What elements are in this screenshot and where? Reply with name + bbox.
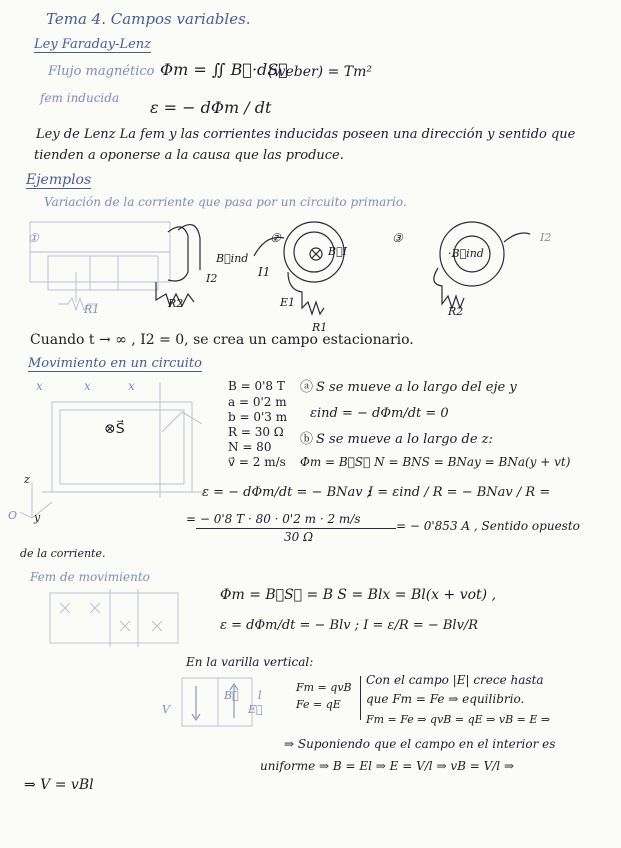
bind-label-2: ·B⃗ind [448,247,484,260]
e1-label: E1 [280,296,296,309]
rod-e-label: E⃗ [248,703,263,716]
flux-formula: Φm = ∬ B⃗·dS⃗ [160,60,288,79]
rod-line-5: uniforme ⇒ B = El ⇒ E = V/l ⇒ vB = V/l ⇒ [260,759,515,773]
result-continuation: de la corriente. [20,547,106,560]
case-a-equation: εind = − dΦm/dt = 0 [310,406,449,421]
numeric-result: = − 0'853 A , Sentido opuesto [396,519,580,533]
case-b-label: ⓑ [300,432,314,447]
fem-formula: ε = − dΦm / dt [150,98,272,117]
loop-cross-label: ⊗S⃗ [104,421,125,437]
circuit-3-label: ③ [392,231,403,245]
rod-b-label: B⃗ [224,689,239,702]
param-n: N = 80 [228,440,272,454]
r2-label-2: R2 [448,305,464,318]
motional-fem-eq: ε = dΦm/dt = − Blv ; I = ε/R = − Blv/R [220,618,479,633]
lenz-line-2: tienden a oponerse a la causa que las produce. [34,148,344,163]
param-v: v⃗ = 2 m/s [228,455,286,469]
rod-l-label: l [258,689,262,702]
circuit-2-label: ② [270,231,281,245]
param-b: B = 0'8 T [228,379,285,393]
bind-label-1: B⃗ind [216,252,249,265]
r1-left-label: R1 [84,303,100,316]
param-a: a = 0'2 m [228,395,287,409]
numeric-numerator: = − 0'8 T · 80 · 0'2 m · 2 m/s [186,512,361,526]
rod-line-1: Con el campo |E| crece hasta [366,673,544,687]
page-title: Tema 4. Campos variables. [46,10,251,28]
i2-label-2: I2 [540,231,552,244]
case-a-text: S se mueve a lo largo del eje y [316,380,517,395]
fem-label: fem inducida [40,91,120,105]
rod-line-3: Fm = Fe ⇒ qvB = qE ⇒ vB = E ⇒ [366,713,551,726]
moving-loop-sketch [12,372,212,532]
field-x-3: x [128,379,135,393]
rod-line-4: ⇒ Suponiendo que el campo en el interior es [284,737,556,751]
faraday-heading: Ley Faraday-Lenz [34,37,152,52]
param-r: R = 30 Ω [228,425,284,439]
induction-circuits-sketch [18,212,598,342]
i2-label-1: I2 [206,272,218,285]
axis-z-label: z [24,473,30,486]
numeric-denominator: 30 Ω [284,530,314,544]
bi-label: B⃗I [328,245,348,258]
r2-label-1: R2 [168,297,184,310]
fem-motion-equation: ε = − dΦm/dt = − BNav ; [202,485,372,500]
circuit-1-label: ① [28,231,39,245]
rod-line-2: que Fm = Fe ⇒ equilibrio. [366,692,525,706]
axis-y-label: y [34,511,41,524]
lenz-line-1: Ley de Lenz La fem y las corrientes inducidas poseen una dirección y sentido que [36,127,576,142]
stationary-text: Cuando t → ∞ , I2 = 0, se crea un campo estacionario. [30,332,414,348]
param-b-length: b = 0'3 m [228,410,288,424]
rod-v-label: V [162,703,170,716]
electric-force: Fe = qE [296,698,341,711]
motional-heading: Fem de movimiento [30,570,150,584]
i1-label: I1 [258,265,271,279]
case-b-equation: Φm = B⃗S⃗ N = BNS = BNay = BNa(y + vt) [300,455,571,469]
case-a-label: ⓐ [300,380,314,395]
magnetic-force: Fm = qvB [296,681,352,694]
examples-heading: Ejemplos [26,172,92,188]
final-result: ⇒ V = vBl [24,777,94,793]
field-x-2: x [84,379,91,393]
case-b-text: S se mueve a lo largo de z: [316,432,493,447]
field-x-1: x [36,379,43,393]
flux-units: (weber) = Tm² [268,64,372,80]
movement-heading: Movimiento en un circuito [28,356,202,371]
r1-label: R1 [312,321,328,334]
current-equation: I = εind / R = − BNav / R = [368,485,551,500]
sliding-rod-sketch [40,585,190,650]
force-bracket [360,676,361,720]
rod-heading: En la varilla vertical: [186,655,314,669]
motional-flux-eq: Φm = B⃗S⃗ = B S = Blx = Bl(x + vot) , [220,587,497,603]
variation-text: Variación de la corriente que pasa por un circuito primario. [44,195,407,209]
origin-label: O [8,509,18,522]
flux-label: Flujo magnético [48,64,155,79]
fraction-bar [196,528,396,529]
